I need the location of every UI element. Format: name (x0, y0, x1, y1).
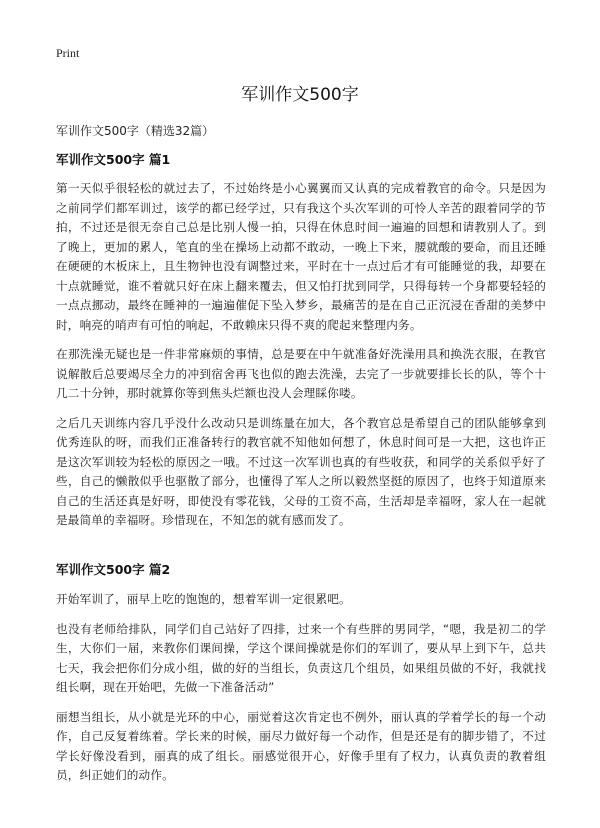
section-heading: 军训作文500字 篇2 (56, 562, 171, 577)
essay-section-1 (56, 150, 546, 531)
print-link[interactable]: Print (56, 46, 80, 60)
paragraph: 在那洗澡无疑也是一件非常麻烦的事情，总是要在中午就准备好洗澡用具和换洗衣服，在教官说解散后总要竭尽全力的冲到宿舍再飞也似的跑去洗澡，去完了一步就要排长长的队，等个十几二十分钟，那时就算你等到焦头烂额也没人会理睬你喽。 (56, 347, 546, 400)
essay-section-2 (56, 560, 546, 786)
paragraph: 也没有老师给排队，同学们自己站好了四排，过来一个有些胖的男同学，“嗯，我是初二的学生，大你们一届，来教你们课间操，学这个课间操就是你们的军训了，要从早上到下午，总共七天，我会把你们分成小组，做的好的当组长，负责这几个组员，如果组员做的不好，我就找组长啊，现在开始吧，先做一下准备活动” (56, 621, 546, 694)
document-subtitle: 军训作文500字（精选32篇） (56, 124, 215, 138)
section-heading: 军训作文500字 篇1 (56, 152, 171, 167)
paragraph: 之后几天训练内容几乎没什么改动只是训练量在加大，各个教官总是希望自己的团队能够拿到优秀连队的呀，而我们正准备转行的教官就不知他如何想了，休息时间可是一大把，这也许正是这次军训较为轻松的原因之一哦。不过这一次军训也真的有些收获，和同学的关系似乎好了些，自己的懒散似乎也驱散了部分，也懂得了军人之所以毅然坚挺的原因了，也终于知道原来自己的生活还真是好呀，即使没有零花钱，父母的工资不高，生活却是幸福呀，家人在一起就是最简单的幸福呀。珍惜现在，不知怎的就有感而发了。 (56, 415, 546, 527)
paragraph: 丽想当组长，从小就是光环的中心，丽觉着这次肯定也不例外，丽认真的学着学长的每一个动作，自己反复着练着。学长来的时候，丽尽力做好每一个动作，但是还是有的脚步错了，不过学长好像没看到，丽真的成了组长。丽感觉很开心，好像手里有了权力，认真负责的教着组员，纠正她们的动作。 (56, 709, 546, 782)
paragraph: 开始军训了，丽早上吃的饱饱的，想着军训一定很累吧。 (56, 592, 351, 606)
page-title: 军训作文500字 (241, 85, 359, 105)
paragraph: 第一天似乎很轻松的就过去了，不过始终是小心翼翼而又认真的完成着教官的命令。只是因为之前同学们都军训过，该学的都已经学过，只有我这个头次军训的可怜人辛苦的跟着同学的节拍，不过还是很无奈自己总是比别人慢一拍，只得在休息时间一遍遍的回想和请教别人了。到了晚上，更加的累人，笔直的坐在操场上动都不敢动，一晚上下来，腰就酸的要命，而且还睡在硬硬的木板床上，且生物钟也没有调整过来，平时在十一点过后才有可能睡觉的我，却要在十点就睡觉，谁不着就只好在床上翻来覆去，但又怕打扰到同学，只得每转一个身都要轻轻的一点点挪动，最终在睡神的一遍遍催促下坠入梦乡，最痛苦的是在自己正沉浸在香甜的美梦中时，响亮的哨声有可怕的响起，不敢赖床只得不爽的爬起来整理内务。 (56, 181, 546, 332)
